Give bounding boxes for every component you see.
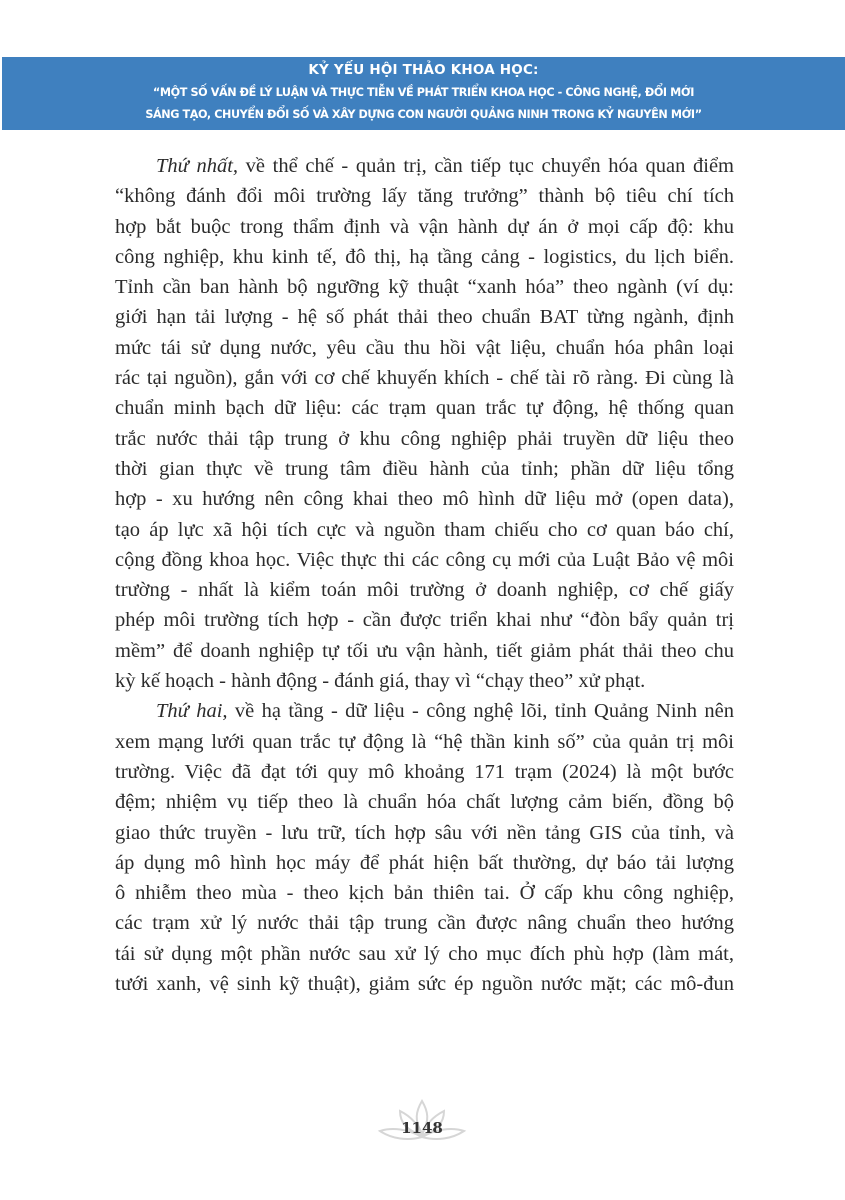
text-line: công nghiệp, khu kinh tế, đô thị, hạ tầng cảng - logistics, du lịch biển. (115, 245, 734, 268)
body-text (115, 151, 734, 999)
text-line: tái sử dụng một phần nước sau xử lý cho mục đích phù hợp (làm mát, (115, 942, 734, 965)
text-line: “không đánh đổi môi trường lấy tăng trưởng” thành bộ tiêu chí tích (115, 185, 734, 208)
text-line: các trạm xử lý nước thải tập trung cần được nâng chuẩn theo hướng (115, 912, 734, 935)
text-line: hợp bắt buộc trong thẩm định và vận hành dự án ở mọi cấp độ: khu (115, 215, 734, 238)
text-line: xem mạng lưới quan trắc tự động là “hệ thần kinh số” của quản trị môi (115, 730, 734, 753)
text-line: cộng đồng khoa học. Việc thực thi các công cụ mới của Luật Bảo vệ môi (115, 548, 734, 571)
proceedings-title: KỶ YẾU HỘI THẢO KHOA HỌC: (308, 62, 539, 78)
text-line: rác tại nguồn), gắn với cơ chế khuyến khích - chế tài rõ ràng. Đi cùng là (115, 367, 734, 390)
text-line: trường - nhất là kiểm toán môi trường ở doanh nghiệp, cơ chế giấy (115, 579, 734, 602)
page-number: 1148 (401, 1119, 443, 1137)
text-line: chuẩn minh bạch dữ liệu: các trạm quan trắc tự động, hệ thống quan (115, 397, 734, 420)
text-line: áp dụng mô hình học máy để phát hiện bất thường, dự báo tải lượng (115, 851, 734, 874)
text-line: ô nhiễm theo mùa - theo kịch bản thiên tai. Ở cấp khu công nghiệp, (115, 882, 734, 905)
text-line: giới hạn tải lượng - hệ số phát thải theo chuẩn BAT từng ngành, định (115, 306, 734, 329)
text-line: đệm; nhiệm vụ tiếp theo là chuẩn hóa chất lượng cảm biến, đồng bộ (115, 791, 734, 814)
paragraph-2-first-line: Thứ hai, về hạ tầng - dữ liệu - công nghệ lõi, tỉnh Quảng Ninh nên (156, 700, 735, 723)
header-banner (2, 57, 845, 130)
paragraph-1-lead: Thứ nhất, (156, 155, 239, 177)
conference-title-line-2: SÁNG TẠO, CHUYỂN ĐỔI SỐ VÀ XÂY DỰNG CON NGƯỜI QUẢNG NINH TRONG KỶ NGUYÊN MỚI” (145, 108, 702, 121)
paragraph-1-first-line: Thứ nhất, về thể chế - quản trị, cần tiếp tục chuyển hóa quan điểm (156, 155, 735, 177)
text-line: thời gian thực về trung tâm điều hành của tỉnh; phần dữ liệu tổng (115, 457, 734, 480)
text-line: mềm” để doanh nghiệp tự tối ưu vận hành, tiết giảm phát thải theo chu (115, 639, 734, 662)
text-line: mức tái sử dụng nước, yêu cầu thu hồi vật liệu, chuẩn hóa phân loại (115, 336, 734, 359)
paragraph-2-lead: Thứ hai, (156, 700, 228, 723)
text-line: tạo áp lực xã hội tích cực và nguồn tham chiếu cho cơ quan báo chí, (115, 518, 734, 541)
text-line: tưới xanh, vệ sinh kỹ thuật), giảm sức ép nguồn nước mặt; các mô-đun (115, 973, 734, 996)
text-line: giao thức truyền - lưu trữ, tích hợp sâu với nền tảng GIS của tỉnh, và (115, 821, 734, 844)
text-line: hợp - xu hướng nên công khai theo mô hình dữ liệu mở (open data), (115, 488, 734, 511)
text-line: trắc nước thải tập trung ở khu công nghiệp phải truyền dữ liệu theo (115, 427, 734, 450)
text-line: phép môi trường tích hợp - cần được triển khai như “đòn bẩy quản trị (115, 609, 734, 632)
text-line: kỳ kế hoạch - hành động - đánh giá, thay vì “chạy theo” xử phạt. (115, 670, 646, 693)
page-footer (372, 1097, 472, 1147)
conference-title-line-1: “MỘT SỐ VẤN ĐỀ LÝ LUẬN VÀ THỰC TIỄN VỀ PHÁT TRIỂN KHOA HỌC - CÔNG NGHỆ, ĐỔI MỚI (152, 86, 695, 99)
text-line: Tỉnh cần ban hành bộ ngưỡng kỹ thuật “xanh hóa” theo ngành (ví dụ: (115, 276, 734, 299)
text-line: trường. Việc đã đạt tới quy mô khoảng 171 trạm (2024) là một bước (115, 760, 734, 783)
